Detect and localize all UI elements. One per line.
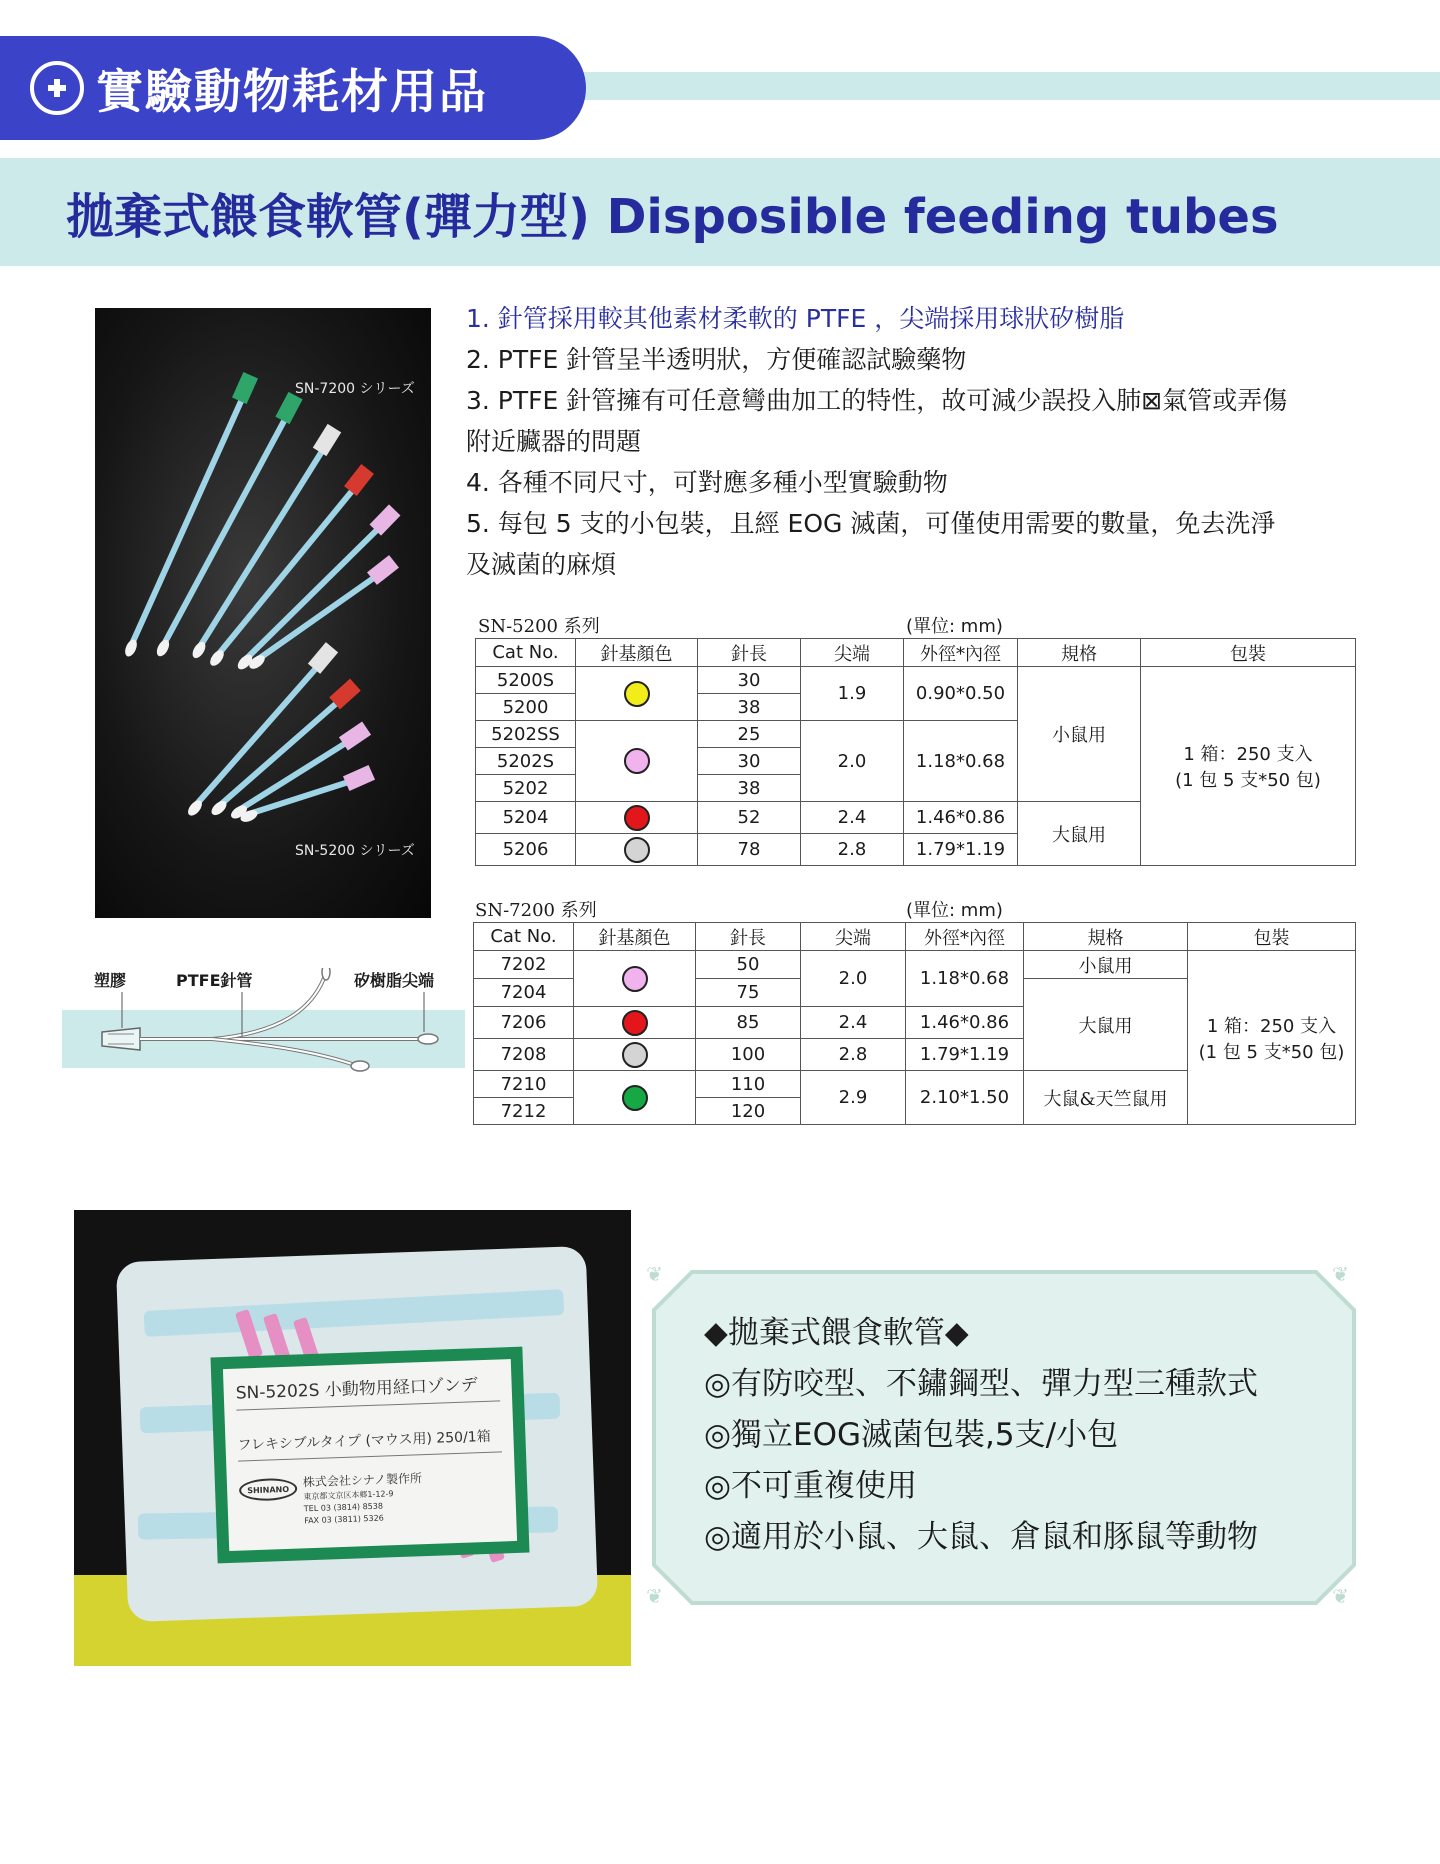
hub-color-dot-green bbox=[622, 1085, 648, 1111]
cat-no-cell: 5202SS bbox=[476, 721, 576, 748]
table-5200-series-label: SN-5200 系列 bbox=[478, 616, 600, 637]
length-cell: 38 bbox=[698, 694, 801, 721]
tip-cell: 2.9 bbox=[801, 1071, 906, 1125]
cat-no-cell: 5206 bbox=[476, 834, 576, 866]
hub-color-cell bbox=[574, 1007, 696, 1039]
header-cell: 針長 bbox=[696, 923, 801, 951]
length-cell: 110 bbox=[696, 1071, 801, 1098]
length-cell: 38 bbox=[698, 775, 801, 802]
cat-no-cell: 7206 bbox=[474, 1007, 574, 1039]
info-card bbox=[646, 1262, 1356, 1608]
diameter-cell: 1.46*0.86 bbox=[904, 802, 1018, 834]
series-5200-caption: SN-5200 シリーズ bbox=[295, 843, 415, 859]
length-cell: 30 bbox=[698, 748, 801, 775]
header-cell: 外徑*內徑 bbox=[906, 923, 1024, 951]
cat-no-cell: 7210 bbox=[474, 1071, 574, 1098]
plus-circle-icon bbox=[30, 61, 84, 115]
length-cell: 78 bbox=[698, 834, 801, 866]
length-cell: 30 bbox=[698, 667, 801, 694]
leaf-ornament-icon: ❦ bbox=[1332, 1584, 1349, 1608]
info-title: ◆拋棄式餵食軟管◆ bbox=[704, 1315, 969, 1351]
hub-color-dot-gray bbox=[624, 837, 650, 863]
label-ptfe-tube: PTFE針管 bbox=[176, 971, 253, 990]
tip-cell: 2.4 bbox=[801, 802, 904, 834]
header-cell: 尖端 bbox=[801, 639, 904, 667]
table-7200-unit: (單位: mm) bbox=[906, 900, 1003, 921]
header-cell: 針基顏色 bbox=[576, 639, 698, 667]
length-cell: 25 bbox=[698, 721, 801, 748]
label-silicone-tip: 矽樹脂尖端 bbox=[354, 971, 435, 990]
table-7200-series-label: SN-7200 系列 bbox=[475, 900, 597, 921]
header-cell: 包裝 bbox=[1188, 923, 1356, 951]
spec-cell: 大鼠用 bbox=[1018, 802, 1141, 866]
cat-no-cell: 5200 bbox=[476, 694, 576, 721]
hub-color-cell bbox=[576, 802, 698, 834]
length-cell: 52 bbox=[698, 802, 801, 834]
hub-color-cell bbox=[576, 667, 698, 721]
diameter-cell: 1.18*0.68 bbox=[906, 951, 1024, 1007]
length-cell: 100 bbox=[696, 1039, 801, 1071]
tip-cell: 2.0 bbox=[801, 951, 906, 1007]
leaf-ornament-icon: ❦ bbox=[646, 1262, 663, 1286]
hub-color-cell bbox=[574, 951, 696, 1007]
hub-color-dot-pink bbox=[622, 966, 648, 992]
package-label-address: 東京都文京区本郷1-12-9 bbox=[303, 1489, 394, 1502]
header-cell: 規格 bbox=[1018, 639, 1141, 667]
spec-table-7200 bbox=[473, 922, 1356, 1125]
cat-no-cell: 7212 bbox=[474, 1098, 574, 1125]
header-cell: Cat No. bbox=[474, 923, 574, 951]
hub-color-dot-gray bbox=[622, 1042, 648, 1068]
info-item: ◎適用於小鼠、大鼠、倉鼠和豚鼠等動物 bbox=[704, 1519, 1259, 1555]
hub-color-cell bbox=[574, 1039, 696, 1071]
tip-cell: 2.8 bbox=[801, 834, 904, 866]
spec-cell: 小鼠用 bbox=[1018, 667, 1141, 802]
header-cell: 針長 bbox=[698, 639, 801, 667]
hub-color-dot-yellow bbox=[624, 681, 650, 707]
hub-color-cell bbox=[574, 1071, 696, 1125]
tube-structure-diagram bbox=[62, 968, 465, 1076]
info-list bbox=[704, 1308, 1258, 1563]
leaf-ornament-icon: ❦ bbox=[646, 1584, 663, 1608]
diameter-cell: 1.79*1.19 bbox=[906, 1039, 1024, 1071]
packing-line: 1 箱：250 支入 bbox=[1206, 1015, 1337, 1037]
feature-item: 5. 每包 5 支的小包裝，且經 EOG 滅菌，可僅使用需要的數量，免去洗淨 bbox=[466, 509, 1276, 538]
length-cell: 85 bbox=[696, 1007, 801, 1039]
spec-cell: 小鼠用 bbox=[1024, 951, 1188, 979]
header-cell: Cat No. bbox=[476, 639, 576, 667]
feature-item: 及滅菌的麻煩 bbox=[466, 550, 617, 579]
package-label bbox=[211, 1347, 530, 1564]
diameter-cell: 1.79*1.19 bbox=[904, 834, 1018, 866]
tip-cell: 1.9 bbox=[801, 667, 904, 721]
hub-color-cell bbox=[576, 834, 698, 866]
header-cell: 針基顏色 bbox=[574, 923, 696, 951]
cat-no-cell: 7204 bbox=[474, 979, 574, 1007]
length-cell: 75 bbox=[696, 979, 801, 1007]
page-title: 拋棄式餵食軟管(彈力型) Disposible feeding tubes bbox=[66, 188, 1279, 245]
header-cell: 尖端 bbox=[801, 923, 906, 951]
cat-no-cell: 5202 bbox=[476, 775, 576, 802]
info-item: ◎獨立EOG滅菌包裝,5支/小包 bbox=[704, 1417, 1119, 1453]
shinano-logo: SHINANO bbox=[239, 1478, 298, 1502]
package-label-company: 株式会社シナノ製作所 bbox=[302, 1471, 423, 1490]
cat-no-cell: 7208 bbox=[474, 1039, 574, 1071]
spec-table-5200 bbox=[475, 638, 1356, 866]
cat-no-cell: 7202 bbox=[474, 951, 574, 979]
table-5200-unit: (單位: mm) bbox=[906, 616, 1003, 637]
feature-item: 3. PTFE 針管擁有可任意彎曲加工的特性，故可減少誤投入肺⊠氣管或弄傷 bbox=[466, 386, 1288, 415]
length-cell: 120 bbox=[696, 1098, 801, 1125]
spec-cell: 大鼠用 bbox=[1024, 979, 1188, 1071]
series-7200-caption: SN-7200 シリーズ bbox=[295, 381, 415, 397]
info-item: ◎不可重複使用 bbox=[704, 1468, 918, 1504]
package-label-fax: FAX 03 (3811) 5326 bbox=[304, 1513, 384, 1526]
length-cell: 50 bbox=[696, 951, 801, 979]
cat-no-cell: 5204 bbox=[476, 802, 576, 834]
hub-color-dot-red bbox=[622, 1010, 648, 1036]
feature-list bbox=[466, 298, 1366, 585]
diameter-cell: 1.18*0.68 bbox=[904, 721, 1018, 802]
package-label-tel: TEL 03 (3814) 8538 bbox=[303, 1501, 384, 1514]
feeding-tubes-illustration bbox=[95, 308, 431, 918]
hub-color-dot-red bbox=[624, 805, 650, 831]
header-cell: 外徑*內徑 bbox=[904, 639, 1018, 667]
feature-item: 附近臟器的問題 bbox=[466, 427, 642, 456]
packing-line: (1 包 5 支*50 包) bbox=[1175, 770, 1321, 791]
feature-item: 1. 針管採用較其他素材柔軟的 PTFE ，尖端採用球狀矽樹脂 bbox=[466, 304, 1125, 333]
packing-line: (1 包 5 支*50 包) bbox=[1198, 1041, 1345, 1063]
tip-cell: 2.0 bbox=[801, 721, 904, 802]
packing-cell bbox=[1188, 951, 1356, 1125]
cat-no-cell: 5200S bbox=[476, 667, 576, 694]
header-cell: 包裝 bbox=[1141, 639, 1356, 667]
category-title: 實驗動物耗材用品 bbox=[96, 64, 488, 120]
feature-item: 4. 各種不同尺寸，可對應多種小型實驗動物 bbox=[466, 468, 948, 497]
feature-item: 2. PTFE 針管呈半透明狀，方便確認試驗藥物 bbox=[466, 345, 967, 374]
cat-no-cell: 5202S bbox=[476, 748, 576, 775]
tip-cell: 2.4 bbox=[801, 1007, 906, 1039]
info-item: ◎有防咬型、不鏽鋼型、彈力型三種款式 bbox=[704, 1366, 1259, 1402]
tip-cell: 2.8 bbox=[801, 1039, 906, 1071]
product-photo bbox=[95, 308, 431, 918]
diameter-cell: 0.90*0.50 bbox=[904, 667, 1018, 721]
category-banner bbox=[0, 36, 586, 140]
label-plastic: 塑膠 bbox=[94, 971, 127, 990]
leaf-ornament-icon: ❦ bbox=[1332, 1262, 1349, 1286]
package-label-type: フレキシブルタイプ (マウス用) 250/1箱 bbox=[237, 1425, 502, 1461]
packing-cell bbox=[1141, 667, 1356, 866]
header-stripe bbox=[560, 72, 1440, 100]
diameter-cell: 2.10*1.50 bbox=[906, 1071, 1024, 1125]
package-photo bbox=[74, 1210, 631, 1666]
packing-line: 1 箱：250 支入 bbox=[1183, 744, 1313, 765]
package-label-product: SN-5202S 小動物用経口ゾンデ bbox=[235, 1369, 500, 1410]
hub-color-dot-pink bbox=[624, 748, 650, 774]
diameter-cell: 1.46*0.86 bbox=[906, 1007, 1024, 1039]
title-band bbox=[0, 158, 1440, 266]
hub-color-cell bbox=[576, 721, 698, 802]
header-cell: 規格 bbox=[1024, 923, 1188, 951]
spec-cell: 大鼠&天竺鼠用 bbox=[1024, 1071, 1188, 1125]
